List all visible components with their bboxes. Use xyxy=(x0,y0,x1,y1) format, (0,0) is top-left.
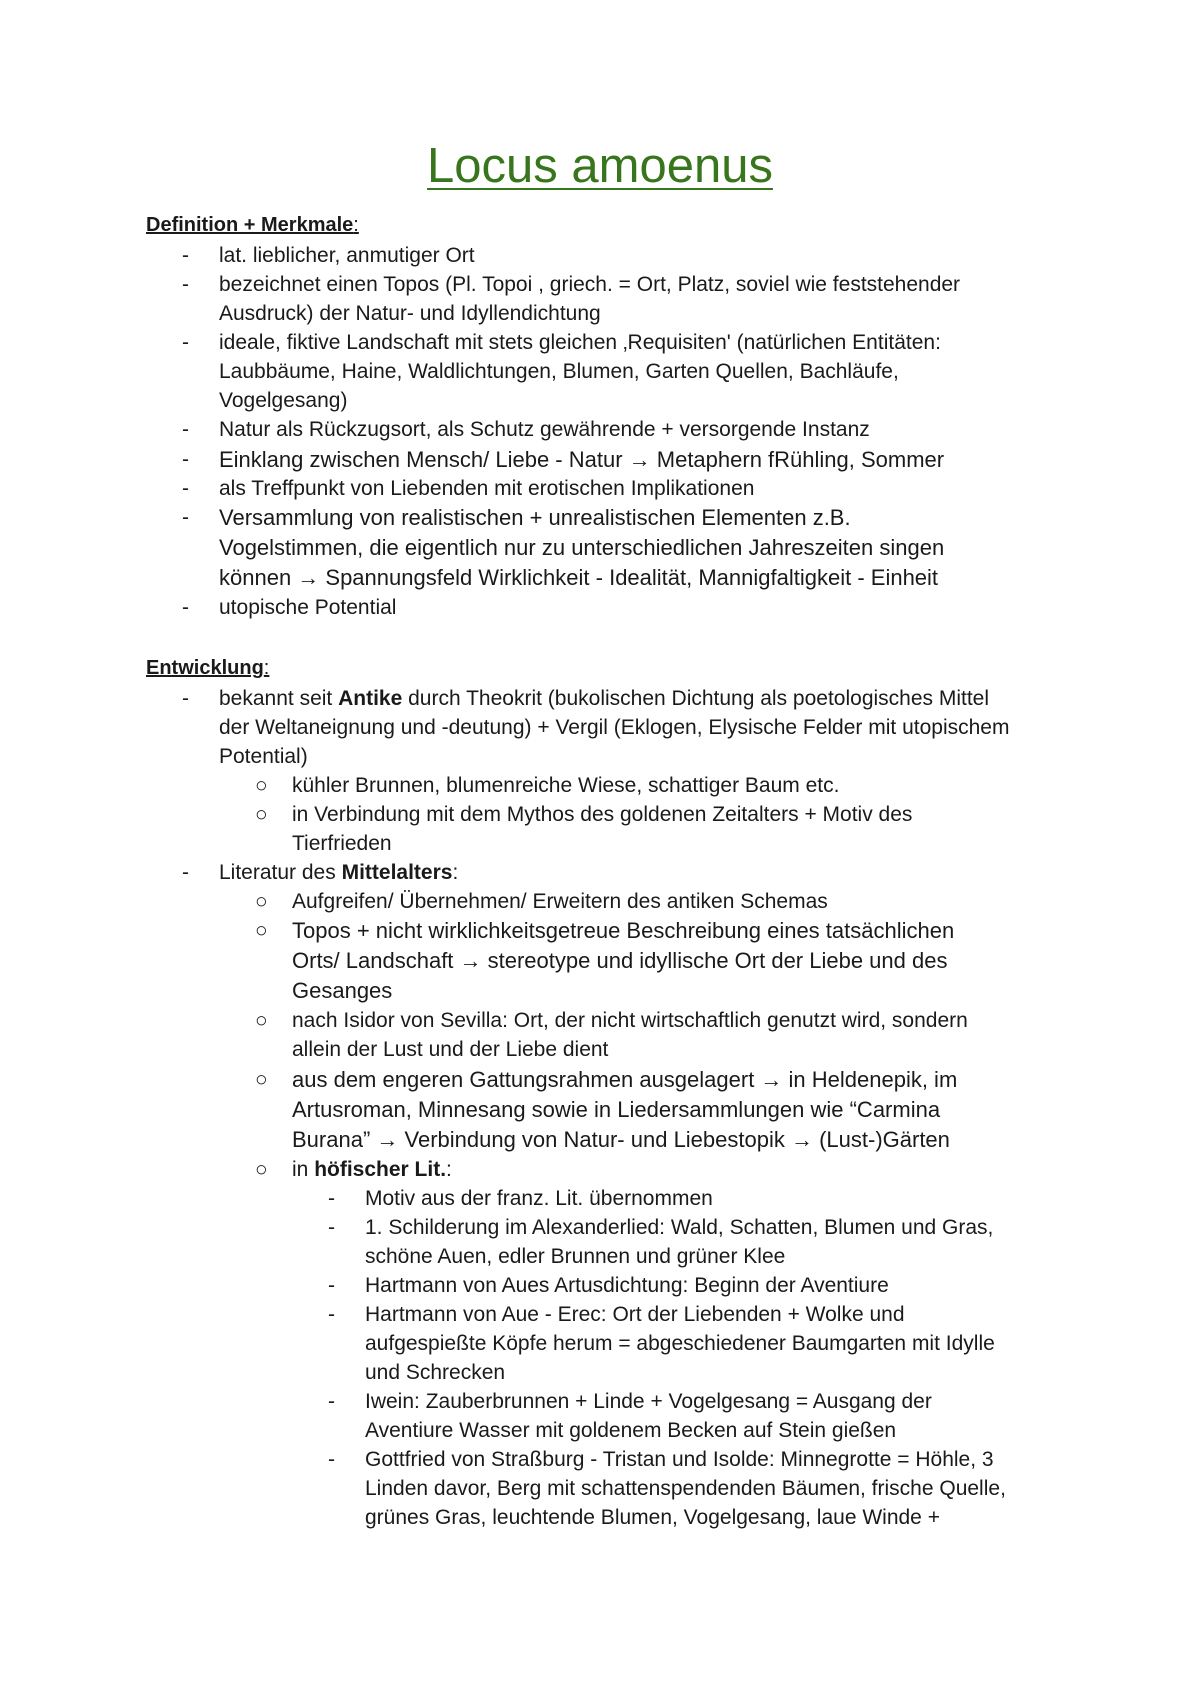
dash-marker: - xyxy=(182,477,189,500)
bullet-line: Natur als Rückzugsort, als Schutz gewährende + versorgende Instanz xyxy=(219,418,870,441)
bullet-line xyxy=(219,685,989,713)
dash-marker: - xyxy=(182,331,189,354)
bullet-line-cont: Laubbäume, Haine, Waldlichtungen, Blumen, Garten Quellen, Bachläufe, xyxy=(219,360,899,383)
sub-sub-bullet-line-cont: und Schrecken xyxy=(365,1361,506,1384)
dash-marker: - xyxy=(328,1390,335,1413)
dash-marker: - xyxy=(182,418,189,441)
dash-marker: - xyxy=(328,1274,335,1297)
circle-bullet-icon: ○ xyxy=(255,919,268,942)
sub-bullet-line: Aufgreifen/ Übernehmen/ Erweitern des antiken Schemas xyxy=(292,890,828,913)
sub-bullet-line: Topos + nicht wirklichkeitsgetreue Beschreibung eines tatsächlichen xyxy=(292,918,955,943)
page-title: Locus amoenus xyxy=(427,139,773,193)
sub-sub-bullet-line-cont: aufgespießte Köpfe herum = abgeschiedener Baumgarten mit Idylle xyxy=(365,1332,995,1355)
dash-marker: - xyxy=(182,273,189,296)
section-heading-entwicklung xyxy=(146,656,269,680)
text-run: bekannt seit xyxy=(219,687,339,710)
sub-bullet-line xyxy=(292,1156,452,1184)
bold-term: Antike xyxy=(338,687,403,710)
heading-text: Entwicklung xyxy=(146,657,264,679)
sub-sub-bullet-line: 1. Schilderung im Alexanderlied: Wald, Schatten, Blumen und Gras, xyxy=(365,1216,994,1239)
text-run: : xyxy=(446,1158,452,1181)
sub-bullet-line: in Verbindung mit dem Mythos des goldenen Zeitalters + Motiv des xyxy=(292,803,913,826)
sub-sub-bullet-line: Hartmann von Aues Artusdichtung: Beginn der Aventiure xyxy=(365,1274,889,1297)
circle-bullet-icon: ○ xyxy=(255,803,268,826)
sub-bullet-line-cont: Orts/ Landschaft → stereotype und idyllische Ort der Liebe und des xyxy=(292,948,948,973)
circle-bullet-icon: ○ xyxy=(255,774,268,797)
text-run: Literatur des xyxy=(219,861,342,884)
sub-sub-bullet-line: Iwein: Zauberbrunnen + Linde + Vogelgesang = Ausgang der xyxy=(365,1390,932,1413)
dash-marker: - xyxy=(182,687,189,710)
bullet-line-cont: können → Spannungsfeld Wirklichkeit - Idealität, Mannigfaltigkeit - Einheit xyxy=(219,565,939,590)
heading-text: Definition + Merkmale xyxy=(146,214,354,236)
sub-bullet-line-cont: Artusroman, Minnesang sowie in Liedersammlungen wie “Carmina xyxy=(292,1097,941,1122)
dash-marker: - xyxy=(182,244,189,267)
circle-bullet-icon: ○ xyxy=(255,1009,268,1032)
sub-bullet-line-cont: allein der Lust und der Liebe dient xyxy=(292,1038,609,1061)
bullet-line: Versammlung von realistischen + unrealistischen Elementen z.B. xyxy=(219,505,851,530)
sub-bullet-line-cont: Tierfrieden xyxy=(292,832,392,855)
heading-colon: : xyxy=(263,657,270,679)
bullet-line: als Treffpunkt von Liebenden mit erotischen Implikationen xyxy=(219,477,755,500)
sub-sub-bullet-line-cont: grünes Gras, leuchtende Blumen, Vogelgesang, laue Winde + xyxy=(365,1506,940,1529)
bullet-line: lat. lieblicher, anmutiger Ort xyxy=(219,244,475,267)
bullet-line-cont: Vogelgesang) xyxy=(219,389,348,412)
dash-marker: - xyxy=(182,861,189,884)
dash-marker: - xyxy=(328,1303,335,1326)
bullet-line-cont: der Weltaneignung und -deutung) + Vergil (Eklogen, Elysische Felder mit utopischem xyxy=(219,716,1010,739)
section-heading-definition xyxy=(146,213,359,237)
circle-bullet-icon: ○ xyxy=(255,890,268,913)
dash-marker: - xyxy=(328,1216,335,1239)
bullet-line-cont: Potential) xyxy=(219,745,308,768)
dash-marker: - xyxy=(328,1187,335,1210)
bold-term: Mittelalters xyxy=(341,861,453,884)
bold-term: höfischer Lit. xyxy=(314,1158,447,1181)
sub-bullet-line-cont: Gesanges xyxy=(292,978,393,1003)
sub-sub-bullet-line-cont: Linden davor, Berg mit schattenspendenden Bäumen, frische Quelle, xyxy=(365,1477,1006,1500)
sub-sub-bullet-line: Gottfried von Straßburg - Tristan und Isolde: Minnegrotte = Höhle, 3 xyxy=(365,1448,994,1471)
sub-sub-bullet-line-cont: Aventiure Wasser mit goldenem Becken auf Stein gießen xyxy=(365,1419,897,1442)
sub-bullet-line: kühler Brunnen, blumenreiche Wiese, schattiger Baum etc. xyxy=(292,774,840,797)
sub-bullet-line-cont: Burana” → Verbindung von Natur- und Liebestopik → (Lust-)Gärten xyxy=(292,1127,950,1152)
sub-bullet-line: aus dem engeren Gattungsrahmen ausgelagert → in Heldenepik, im xyxy=(292,1067,958,1092)
text-run: durch Theokrit (bukolischen Dichtung als poetologisches Mittel xyxy=(402,687,990,710)
dash-marker: - xyxy=(182,448,189,471)
bullet-line-cont: Ausdruck) der Natur- und Idyllendichtung xyxy=(219,302,601,325)
text-run: in xyxy=(292,1158,315,1181)
bullet-line: Einklang zwischen Mensch/ Liebe - Natur → Metaphern fRühling, Sommer xyxy=(219,447,945,472)
circle-bullet-icon: ○ xyxy=(255,1068,268,1091)
circle-bullet-icon: ○ xyxy=(255,1158,268,1181)
bullet-line: utopische Potential xyxy=(219,596,397,619)
dash-marker: - xyxy=(182,596,189,619)
bullet-line: ideale, fiktive Landschaft mit stets gleichen ‚Requisiten' (natürlichen Entitäten: xyxy=(219,331,941,354)
dash-marker: - xyxy=(182,506,189,529)
bullet-line xyxy=(219,859,458,887)
dash-marker: - xyxy=(328,1448,335,1471)
heading-colon: : xyxy=(353,214,359,236)
sub-sub-bullet-line-cont: schöne Auen, edler Brunnen und grüner Klee xyxy=(365,1245,786,1268)
sub-sub-bullet-line: Hartmann von Aue - Erec: Ort der Liebenden + Wolke und xyxy=(365,1303,905,1326)
bullet-line: bezeichnet einen Topos (Pl. Topoi , griech. = Ort, Platz, soviel wie feststehender xyxy=(219,273,961,296)
sub-bullet-line: nach Isidor von Sevilla: Ort, der nicht wirtschaftlich genutzt wird, sondern xyxy=(292,1009,968,1032)
bullet-line-cont: Vogelstimmen, die eigentlich nur zu unterschiedlichen Jahreszeiten singen xyxy=(219,535,945,560)
sub-sub-bullet-line: Motiv aus der franz. Lit. übernommen xyxy=(365,1187,713,1210)
text-run: : xyxy=(452,861,459,884)
